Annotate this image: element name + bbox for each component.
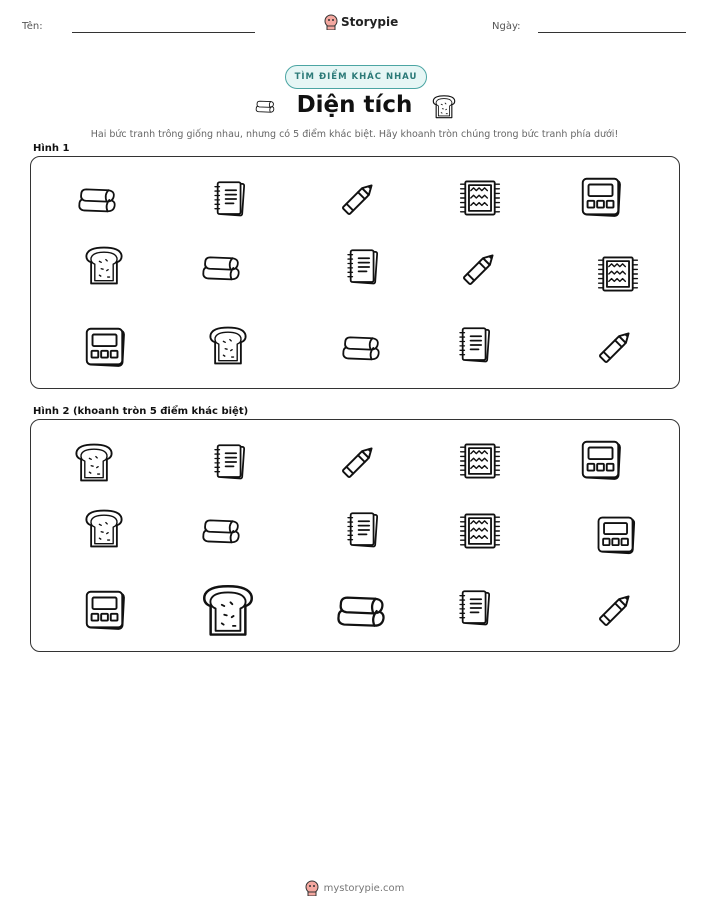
toast-icon [430, 93, 458, 121]
notebook-icon[interactable] [341, 243, 385, 295]
footer [0, 880, 709, 896]
date-label: Ngày: [492, 21, 521, 32]
picture2-panel [30, 419, 680, 652]
towel-icon[interactable] [327, 582, 395, 642]
scale-icon[interactable] [81, 323, 129, 375]
brand-logo [324, 14, 398, 30]
rug-icon[interactable] [455, 175, 505, 225]
picture1-label: Hình 1 [33, 143, 70, 154]
footer-site[interactable]: mystorypie.com [323, 882, 405, 894]
towel-icon[interactable] [71, 177, 123, 225]
toast-icon[interactable] [205, 323, 251, 373]
toast-icon[interactable] [197, 580, 259, 646]
page-title: Diện tích [296, 92, 413, 118]
brand-name: Storypie [341, 15, 399, 29]
crayon-icon[interactable] [591, 323, 639, 375]
date-input-line[interactable] [538, 32, 686, 33]
toast-icon[interactable] [71, 440, 117, 490]
notebook-icon[interactable] [453, 584, 497, 636]
picture2-label: Hình 2 (khoanh tròn 5 điểm khác biệt) [33, 406, 249, 417]
crayon-icon[interactable] [334, 438, 382, 490]
instructions-text: Hai bức tranh trông giống nhau, nhưng có 5 điểm khác biệt. Hãy khoanh tròn chúng trong bức tranh phía dưới! [90, 129, 619, 140]
notebook-icon[interactable] [208, 175, 252, 227]
notebook-icon[interactable] [453, 321, 497, 373]
scale-icon[interactable] [81, 586, 129, 638]
scale-icon[interactable] [577, 436, 625, 488]
towel-icon[interactable] [335, 325, 387, 373]
storypie-mascot-icon [324, 14, 338, 30]
crayon-icon[interactable] [591, 586, 639, 638]
rug-icon[interactable] [593, 251, 643, 301]
toast-icon[interactable] [81, 506, 127, 556]
rug-icon[interactable] [455, 508, 505, 558]
scale-icon[interactable] [593, 512, 639, 562]
scale-icon[interactable] [577, 173, 625, 225]
rug-icon[interactable] [455, 438, 505, 488]
worksheet-type-badge: TÌM ĐIỂM KHÁC NHAU [285, 65, 427, 89]
notebook-icon[interactable] [208, 438, 252, 490]
crayon-icon[interactable] [455, 245, 503, 297]
crayon-icon[interactable] [334, 175, 382, 227]
towel-icon[interactable] [195, 245, 247, 293]
towel-icon[interactable] [195, 508, 247, 556]
notebook-icon[interactable] [341, 506, 385, 558]
name-input-line[interactable] [72, 32, 255, 33]
picture1-panel [30, 156, 680, 389]
toast-icon[interactable] [81, 243, 127, 293]
name-label: Tên: [22, 21, 43, 32]
storypie-mascot-icon [305, 880, 319, 896]
